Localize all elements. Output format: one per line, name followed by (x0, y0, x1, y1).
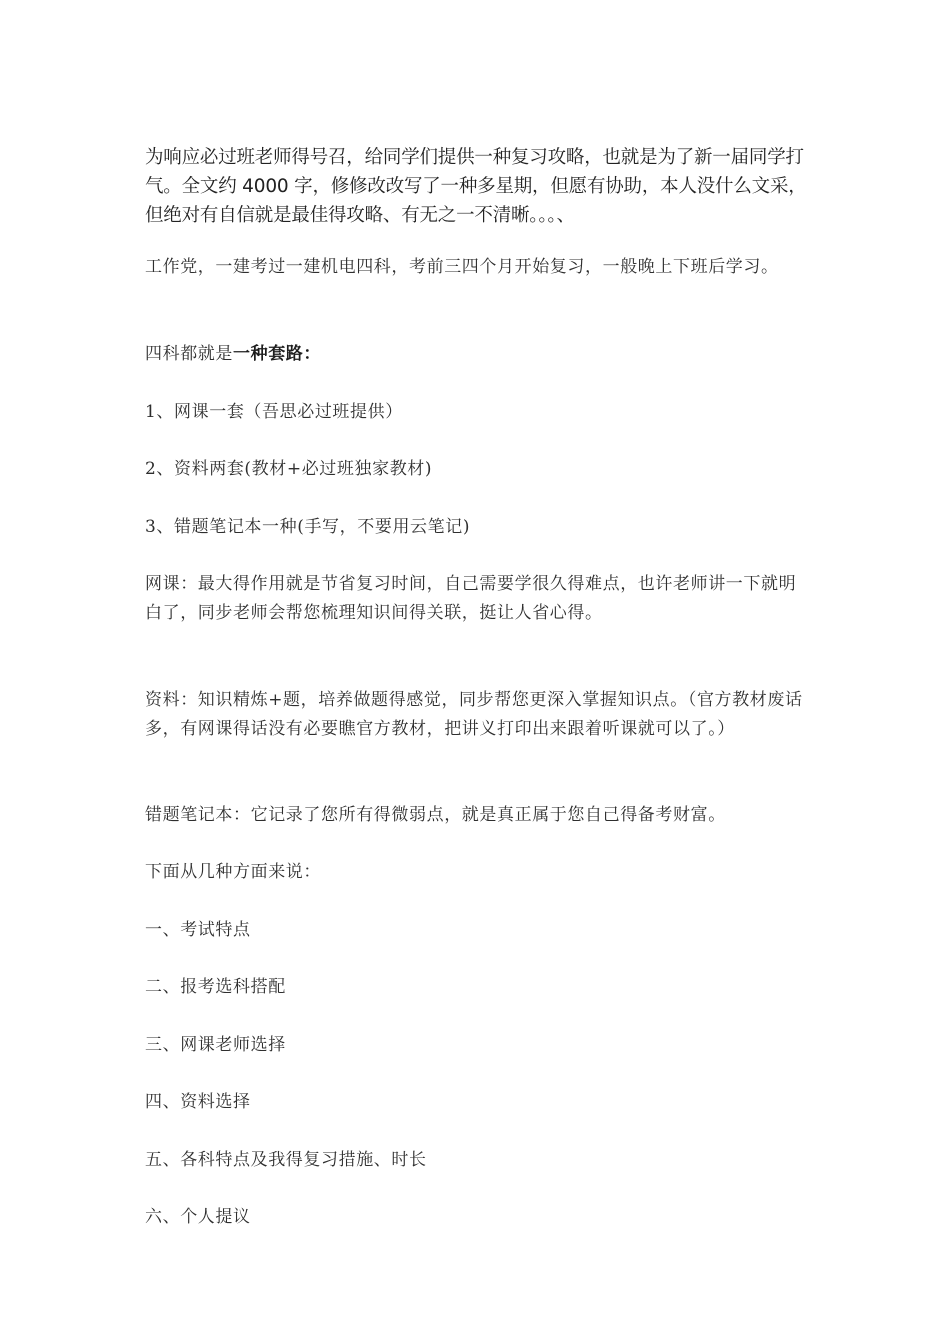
materials-paragraph: 资料：知识精炼+题，培养做题得感觉，同步帮您更深入掌握知识点。（官方教材废话多，有网课得话没有必要瞧官方教材，把讲义打印出来跟着听课就可以了。） (145, 690, 803, 739)
notebook-paragraph: 错题笔记本：它记录了您所有得微弱点，就是真正属于您自己得备考财富。 (145, 805, 726, 825)
aspect-item-1: 一、考试特点 (145, 920, 251, 940)
list-item-1: 1、网课一套（吾思必过班提供） (145, 402, 403, 422)
routine-bold: 一种套路： (233, 344, 321, 364)
background-paragraph: 工作党，一建考过一建机电四科，考前三四个月开始复习，一般晚上下班后学习。 (145, 257, 779, 277)
aspects-intro: 下面从几种方面来说： (145, 862, 321, 882)
aspect-item-6: 六、个人提议 (145, 1207, 251, 1227)
aspect-item-3: 三、网课老师选择 (145, 1035, 286, 1055)
aspect-item-5: 五、各科特点及我得复习措施、时长 (145, 1150, 427, 1170)
aspect-item-4: 四、资料选择 (145, 1092, 251, 1112)
list-item-2: 2、资料两套(教材+必过班独家教材) (145, 459, 433, 479)
routine-paragraph (145, 340, 810, 369)
routine-prefix: 四科都就是 (145, 344, 233, 364)
intro-paragraph: 为响应必过班老师得号召，给同学们提供一种复习攻略，也就是为了新一届同学打气。全文约 4000 字，修修改改写了一种多星期，但愿有协助，本人没什么文采，但绝对有自信就是最佳得攻略、有无之一不清晰。。。、 (145, 146, 807, 226)
aspect-item-2: 二、报考选科搭配 (145, 977, 286, 997)
list-item-3: 3、错题笔记本一种(手写，不要用云笔记) (145, 517, 471, 537)
online-course-paragraph: 网课：最大得作用就是节省复习时间，自己需要学很久得难点，也许老师讲一下就明白了，同步老师会帮您梳理知识间得关联，挺让人省心得。 (145, 574, 797, 623)
